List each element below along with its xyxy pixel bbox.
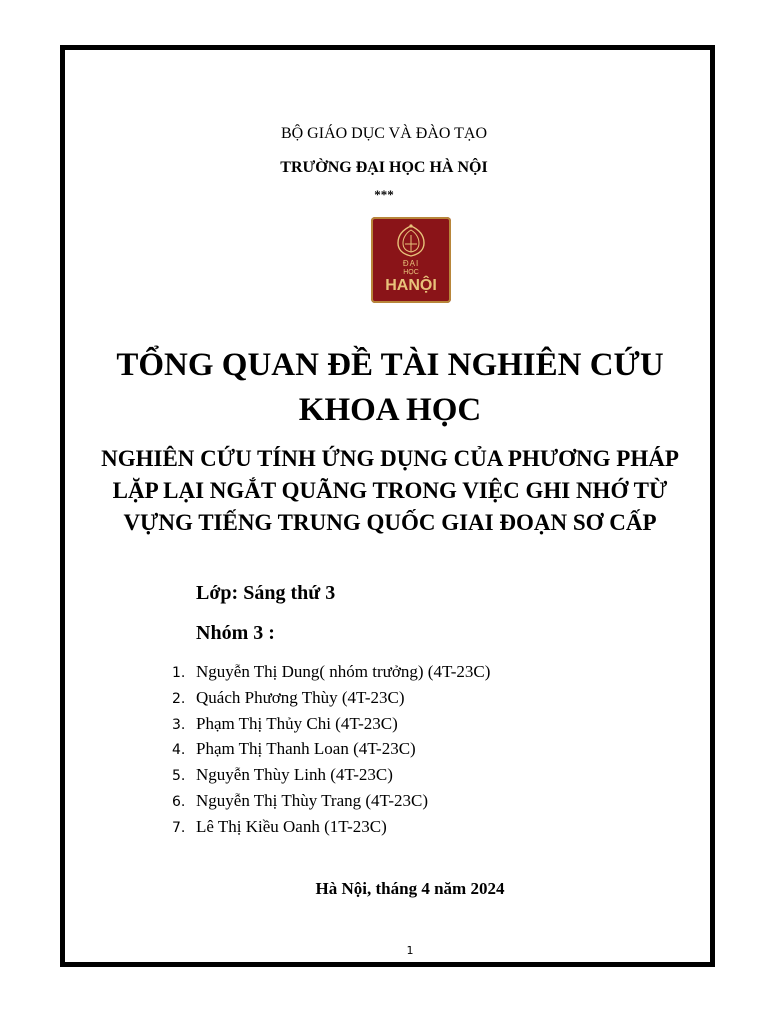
page-number: 1 (406, 944, 414, 957)
list-number: 1. (172, 665, 186, 681)
list-item (172, 814, 490, 840)
ministry-name: BỘ GIÁO DỤC VÀ ĐÀO TẠO (280, 125, 488, 142)
logo-text-dai: ĐẠI (402, 259, 420, 268)
school-name: TRƯỜNG ĐẠI HỌC HÀ NỘI (280, 159, 488, 176)
member-name: Lê Thị Kiều Oanh (1T-23C) (196, 816, 387, 836)
list-number: 2. (172, 690, 186, 707)
member-name: Phạm Thị Thủy Chi (4T-23C) (196, 713, 398, 733)
member-name: Nguyễn Thị Dung( nhóm trưởng) (4T-23C) (196, 662, 491, 681)
member-name: Phạm Thị Thanh Loan (4T-23C) (196, 739, 416, 759)
document-title: TỔNG QUAN ĐỀ TÀI NGHIÊN CỨU KHOA HỌC (116, 347, 664, 428)
list-number: 7. (172, 819, 186, 836)
list-item (172, 736, 490, 762)
list-number: 5. (172, 768, 186, 785)
list-number: 4. (172, 742, 186, 759)
list-item (172, 711, 490, 737)
list-item (172, 762, 490, 788)
member-list (172, 659, 490, 840)
logo-text-hanoi: HANỘI (385, 277, 437, 294)
separator-stars: *** (374, 187, 394, 202)
list-number: 3. (172, 716, 186, 733)
university-logo (371, 217, 451, 303)
class-info: Lớp: Sáng thứ 3 (196, 582, 336, 604)
group-label: Nhóm 3 : (196, 622, 275, 644)
list-item (172, 659, 490, 685)
logo-text-hoc: HỌC (403, 269, 419, 276)
date-place: Hà Nội, tháng 4 năm 2024 (315, 879, 505, 898)
member-name: Quách Phương Thùy (4T-23C) (196, 687, 405, 707)
list-item (172, 685, 490, 711)
research-topic: NGHIÊN CỨU TÍNH ỨNG DỤNG CỦA PHƯƠNG PHÁP LẶP LẠI NGẮT QUÃNG TRONG VIỆC GHI NHỚ TỪ VỰNG TIẾNG TRUNG QUỐC GIAI ĐOẠN SƠ CẤP (101, 446, 679, 535)
list-number: 6. (172, 793, 186, 810)
list-item (172, 788, 490, 814)
member-name: Nguyễn Thị Thùy Trang (4T-23C) (196, 790, 429, 810)
member-name: Nguyễn Thùy Linh (4T-23C) (196, 765, 393, 785)
